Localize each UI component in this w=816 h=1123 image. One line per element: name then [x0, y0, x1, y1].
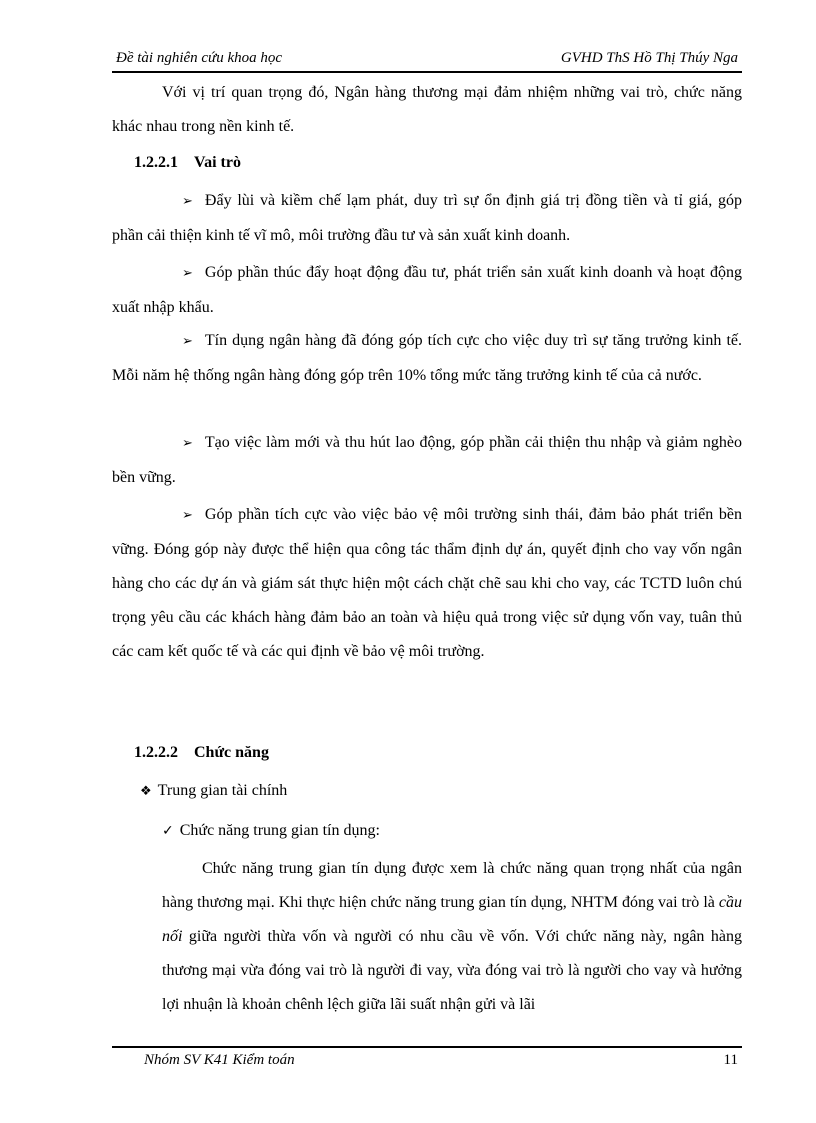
page-footer [112, 1052, 742, 1076]
diamond-bullet-icon: ❖ [140, 784, 152, 799]
vai-tro-item-5: ➢ Góp phần tích cực vào việc bảo vệ môi trường sinh thái, đảm bảo phát triển bền vững. Đóng góp này được thể hiện qua công tác thẩm định dự án, quyết định cho vay vốn ngân hàng cho các dự án và giám sát thực hiện một cách chặt chẽ sau khi cho vay, các TCTD luôn chú trọng yêu cầu các khách hàng đảm bảo an toàn và hiệu quả trong việc sử dụng vốn vay, tuân thủ các cam kết quốc tế và các qui định về bảo vệ môi trường. [112, 506, 742, 660]
header-right: GVHD ThS Hồ Thị Thúy Nga [560, 50, 738, 66]
check-icon: ✓ [162, 823, 174, 839]
arrow-bullet-icon: ➢ [182, 334, 193, 349]
intro-paragraph: Với vị trí quan trọng đó, Ngân hàng thương mại đảm nhiệm những vai trò, chức năng khác nhau trong nền kinh tế. [112, 84, 742, 135]
section1-number: 1.2.2.1 [134, 154, 178, 171]
vai-tro-item-1: ➢ Đẩy lùi và kiềm chế lạm phát, duy trì sự ổn định giá trị đồng tiền và tỉ giá, góp phần cải thiện kinh tế vĩ mô, môi trường đầu tư và sản xuất kinh doanh. [112, 192, 742, 244]
page-number: 11 [723, 1052, 738, 1068]
arrow-bullet-icon: ➢ [182, 508, 193, 523]
bullet-trung-gian: ❖ Trung gian tài chính [140, 782, 288, 799]
arrow-bullet-icon: ➢ [182, 436, 193, 451]
arrow-bullet-icon: ➢ [182, 266, 193, 281]
section-heading-vai-tro [112, 146, 742, 180]
check-trung-gian-tin-dung: ✓ Chức năng trung gian tín dụng: [162, 822, 380, 839]
vai-tro-item-3: ➢ Tín dụng ngân hàng đã đóng góp tích cực cho việc duy trì sự tăng trưởng kinh tế. Mỗi năm hệ thống ngân hàng đóng góp trên 10% tổng mức tăng trưởng kinh tế của cả nước. [112, 332, 742, 384]
footer-rule [112, 1046, 742, 1048]
chuc-nang-paragraph: Chức năng trung gian tín dụng được xem là chức năng quan trọng nhất của ngân hàng thương mại. Khi thực hiện chức năng trung gian tín dụng, NHTM đóng vai trò là cầu nối giữa người thừa vốn và người có nhu cầu về vốn. Với chức năng này, ngân hàng thương mại vừa đóng vai trò là người đi vay, vừa đóng vai trò là người cho vay và hưởng lợi nhuận là khoản chênh lệch giữa lãi suất nhận gửi và lãi [162, 860, 742, 1013]
vai-tro-item-4: ➢ Tạo việc làm mới và thu hút lao động, góp phần cải thiện thu nhập và giảm nghèo bền vững. [112, 434, 742, 486]
header-rule [112, 71, 742, 73]
vai-tro-item-2: ➢ Góp phần thúc đẩy hoạt động đầu tư, phát triển sản xuất kinh doanh và hoạt động xuất nhập khẩu. [112, 264, 742, 316]
section-heading-chuc-nang [112, 736, 742, 770]
footer-left: Nhóm SV K41 Kiểm toán [144, 1052, 295, 1068]
header-left: Đề tài nghiên cứu khoa học [116, 50, 283, 66]
section1-title: Vai trò [194, 154, 241, 171]
page-header [112, 48, 742, 72]
section2-title: Chức năng [194, 744, 269, 761]
section2-number: 1.2.2.2 [134, 744, 178, 761]
arrow-bullet-icon: ➢ [182, 194, 193, 209]
